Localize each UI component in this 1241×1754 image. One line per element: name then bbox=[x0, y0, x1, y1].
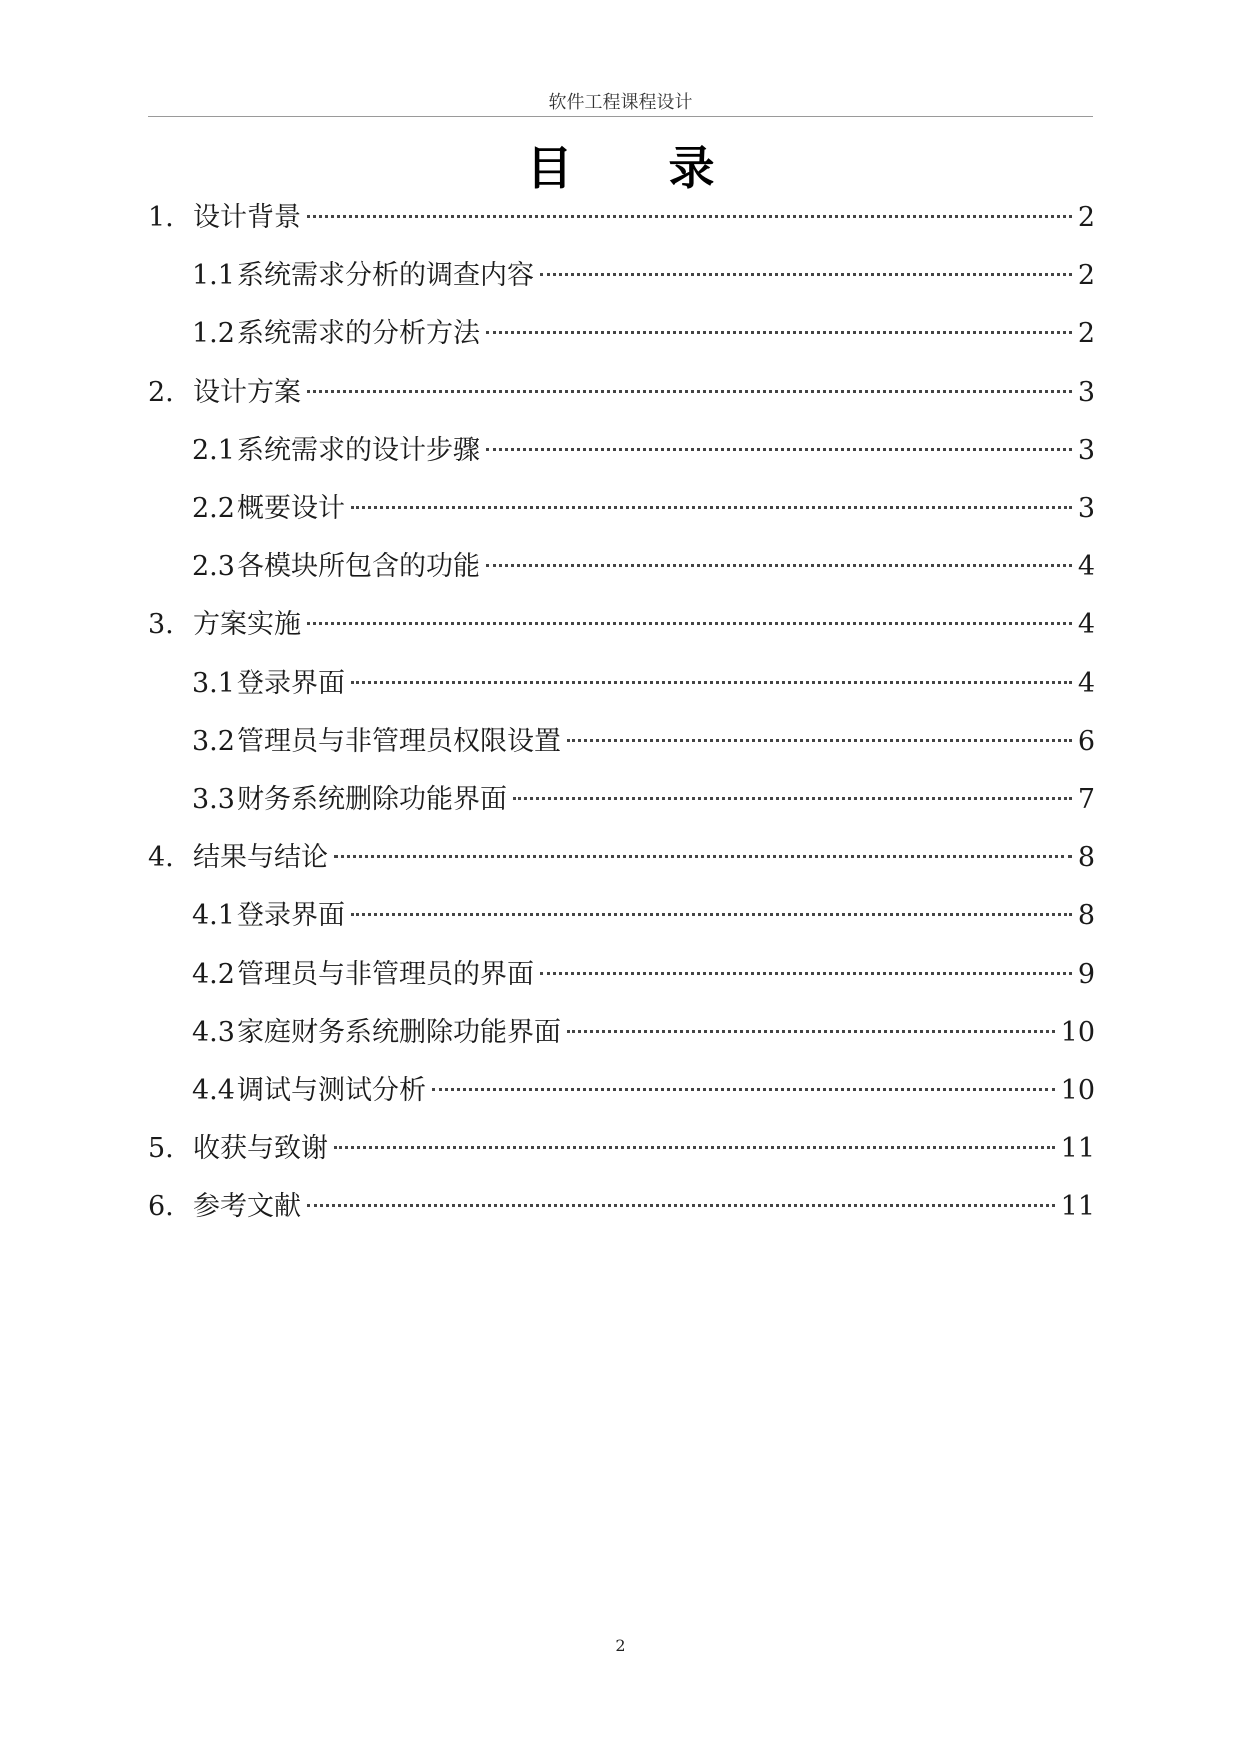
toc-entry-page: 11 bbox=[1060, 1133, 1095, 1164]
toc-entry-label: 系统需求的设计步骤 bbox=[236, 435, 480, 466]
toc-entry-number: 2.3 bbox=[192, 551, 235, 582]
dot-leader bbox=[567, 1030, 1055, 1033]
toc-title: 目录 bbox=[526, 141, 811, 195]
toc-entry-page: 4 bbox=[1077, 668, 1095, 699]
running-header: 软件工程课程设计 bbox=[548, 92, 693, 113]
toc-entry-label: 管理员与非管理员权限设置 bbox=[236, 726, 561, 757]
toc-entry-number: 1.2 bbox=[192, 318, 235, 349]
toc-entry-number: 3.2 bbox=[192, 726, 235, 757]
toc-entry-page: 2 bbox=[1077, 260, 1095, 291]
toc-entry-page: 2 bbox=[1077, 318, 1095, 349]
dot-leader bbox=[307, 1204, 1055, 1207]
toc-entry-page: 10 bbox=[1060, 1017, 1095, 1048]
toc-entry-number: 4.4 bbox=[192, 1075, 235, 1106]
toc-entry-label: 登录界面 bbox=[236, 668, 345, 699]
toc-entry-subsection[interactable] bbox=[192, 778, 1095, 822]
toc-entry-number: 2.1 bbox=[192, 435, 235, 466]
dot-leader bbox=[351, 681, 1072, 684]
toc-entry-subsection[interactable] bbox=[192, 720, 1095, 764]
dot-leader bbox=[432, 1088, 1055, 1091]
toc-entry-number: 4.1 bbox=[192, 900, 235, 931]
toc-entry-number: 4.3 bbox=[192, 1017, 235, 1048]
toc-entry-label: 概要设计 bbox=[236, 493, 345, 524]
toc-entry-number: 3.3 bbox=[192, 784, 235, 815]
dot-leader bbox=[307, 622, 1072, 625]
toc-entry-number: 1. bbox=[148, 202, 174, 233]
toc-entry-label: 方案实施 bbox=[193, 609, 301, 640]
toc-entry-label: 系统需求的分析方法 bbox=[236, 318, 480, 349]
toc-entry-number: 3.1 bbox=[192, 668, 235, 699]
toc-entry-label: 调试与测试分析 bbox=[236, 1075, 426, 1106]
toc-entry-label: 收获与致谢 bbox=[193, 1133, 328, 1164]
toc-entry-label: 结果与结论 bbox=[193, 842, 328, 873]
toc-entry-label: 系统需求分析的调查内容 bbox=[236, 260, 534, 291]
toc-entry-page: 8 bbox=[1077, 842, 1095, 873]
toc-entry-label: 各模块所包含的功能 bbox=[236, 551, 480, 582]
toc-entry-number: 5. bbox=[148, 1133, 174, 1164]
toc-entry-section[interactable] bbox=[148, 836, 1095, 880]
page-number: 2 bbox=[615, 1636, 626, 1655]
toc-entry-subsection[interactable] bbox=[192, 487, 1095, 531]
toc-entry-number: 6. bbox=[148, 1191, 174, 1222]
toc-entry-subsection[interactable] bbox=[192, 1011, 1095, 1055]
toc-entry-subsection[interactable] bbox=[192, 894, 1095, 938]
toc-entry-page: 11 bbox=[1060, 1191, 1095, 1222]
toc-entry-label: 参考文献 bbox=[193, 1191, 301, 1222]
header-rule bbox=[148, 116, 1093, 117]
toc-entry-label: 财务系统删除功能界面 bbox=[236, 784, 507, 815]
toc-entry-subsection[interactable] bbox=[192, 429, 1095, 473]
dot-leader bbox=[307, 215, 1072, 218]
toc-entry-number: 2. bbox=[148, 377, 174, 408]
dot-leader bbox=[307, 390, 1072, 393]
toc-entry-section[interactable] bbox=[148, 603, 1095, 647]
toc-entry-subsection[interactable] bbox=[192, 953, 1095, 997]
dot-leader bbox=[513, 797, 1072, 800]
toc-entry-page: 3 bbox=[1077, 377, 1095, 408]
dot-leader bbox=[486, 448, 1072, 451]
toc-entry-subsection[interactable] bbox=[192, 312, 1095, 356]
toc-entry-label: 登录界面 bbox=[236, 900, 345, 931]
toc-entry-label: 家庭财务系统删除功能界面 bbox=[236, 1017, 561, 1048]
toc-entry-page: 10 bbox=[1060, 1075, 1095, 1106]
toc-entry-section[interactable] bbox=[148, 1185, 1095, 1229]
toc-entry-label: 管理员与非管理员的界面 bbox=[236, 959, 534, 990]
toc-entry-page: 3 bbox=[1077, 435, 1095, 466]
dot-leader bbox=[540, 972, 1072, 975]
toc-entry-subsection[interactable] bbox=[192, 545, 1095, 589]
dot-leader bbox=[351, 506, 1072, 509]
toc-entry-number: 4. bbox=[148, 842, 174, 873]
toc-entry-subsection[interactable] bbox=[192, 254, 1095, 298]
toc-entry-section[interactable] bbox=[148, 371, 1095, 415]
dot-leader bbox=[334, 1146, 1055, 1149]
toc-entry-number: 3. bbox=[148, 609, 174, 640]
toc-entry-number: 4.2 bbox=[192, 959, 235, 990]
toc-entry-number: 2.2 bbox=[192, 493, 235, 524]
toc-entry-label: 设计方案 bbox=[193, 377, 301, 408]
toc-entry-page: 4 bbox=[1077, 609, 1095, 640]
toc-entry-page: 7 bbox=[1077, 784, 1095, 815]
toc-entry-number: 1.1 bbox=[192, 260, 235, 291]
toc-entry-page: 3 bbox=[1077, 493, 1095, 524]
dot-leader bbox=[486, 331, 1072, 334]
dot-leader bbox=[567, 739, 1072, 742]
toc-entry-section[interactable] bbox=[148, 196, 1095, 240]
toc-entry-page: 9 bbox=[1077, 959, 1095, 990]
dot-leader bbox=[351, 913, 1072, 916]
toc-entry-section[interactable] bbox=[148, 1127, 1095, 1171]
toc-entry-label: 设计背景 bbox=[193, 202, 301, 233]
dot-leader bbox=[334, 855, 1072, 858]
toc-entry-subsection[interactable] bbox=[192, 1069, 1095, 1113]
toc-entry-subsection[interactable] bbox=[192, 662, 1095, 706]
toc-entry-page: 6 bbox=[1077, 726, 1095, 757]
toc-entry-page: 8 bbox=[1077, 900, 1095, 931]
toc-entry-page: 2 bbox=[1077, 202, 1095, 233]
dot-leader bbox=[540, 273, 1072, 276]
toc-entry-page: 4 bbox=[1077, 551, 1095, 582]
dot-leader bbox=[486, 564, 1072, 567]
